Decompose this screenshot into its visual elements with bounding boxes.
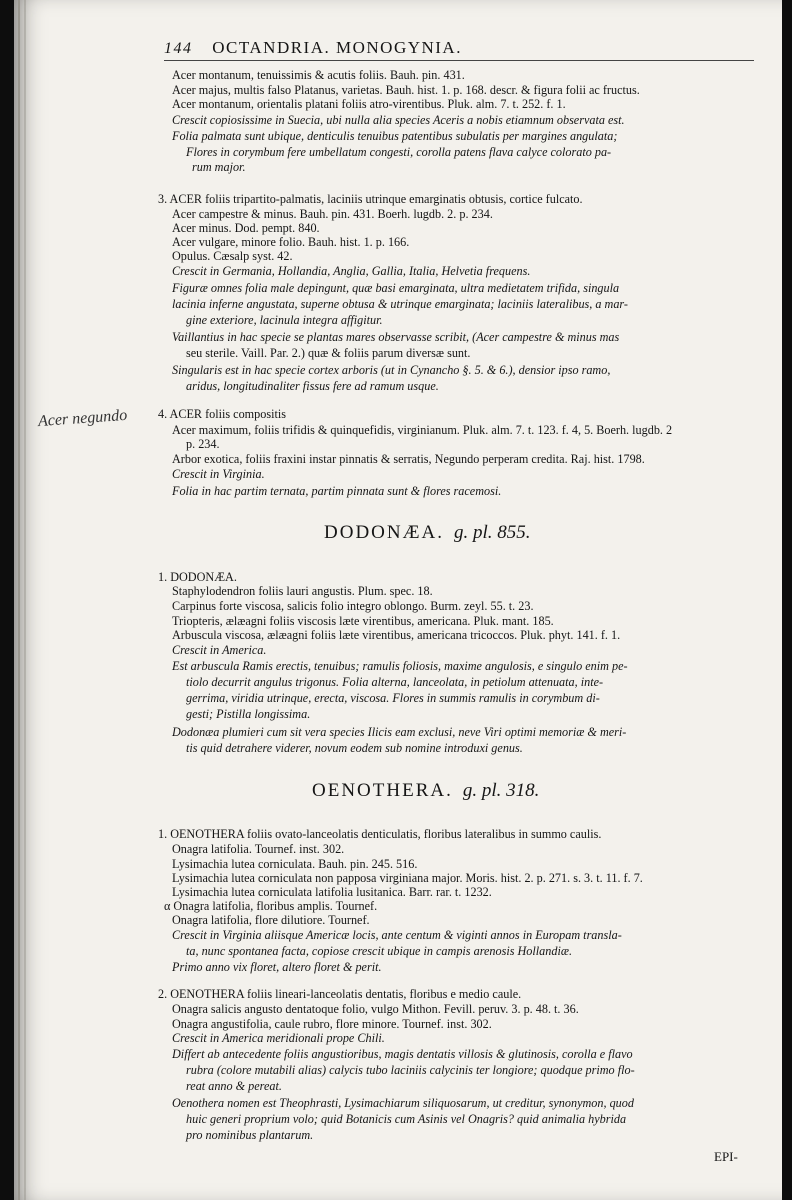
species-diagnosis: 1. DODONÆA.: [158, 570, 237, 584]
text-line: Oenothera nomen est Theophrasti, Lysimachiarum siliquosarum, ut creditur, synonymon, quod: [172, 1096, 634, 1110]
text-line: Crescit copiosissime in Suecia, ubi nulla alia species Aceris a nobis etiamnum observata est.: [172, 113, 625, 127]
text-line: Acer montanum, tenuissimis & acutis foliis. Bauh. pin. 431.: [172, 68, 465, 82]
text-line: Onagra latifolia. Tournef. inst. 302.: [172, 842, 345, 856]
text-line: Folia in hac partim ternata, partim pinnata sunt & flores racemosi.: [172, 484, 502, 498]
text-line: ta, nunc spontanea facta, copiose crescit ubique in campis arenosis Hollandiæ.: [186, 944, 573, 958]
text-line: Opulus. Cæsalp syst. 42.: [172, 249, 293, 263]
text-line: p. 234.: [186, 437, 220, 451]
species-diagnosis: 1. OENOTHERA foliis ovato-lanceolatis denticulatis, floribus lateralibus in summo caulis.: [158, 827, 602, 841]
text-line: Figuræ omnes folia male depingunt, quæ basi emarginata, ultra medietatem trifida, singula: [172, 281, 620, 295]
text-line: Acer campestre & minus. Bauh. pin. 431. Boerh. lugdb. 2. p. 234.: [172, 207, 493, 221]
text-line: rubra (colore mutabili alias) calycis tubo laciniis calycinis ter longiore; quodque primo flo-: [186, 1063, 635, 1077]
species-diagnosis: 2. OENOTHERA foliis lineari-lanceolatis dentatis, floribus e medio caule.: [158, 987, 522, 1001]
text-line: Triopteris, ælæagni foliis viscosis læte virentibus, americana. Pluk. mant. 185.: [172, 614, 554, 628]
variety-line: α Onagra latifolia, floribus amplis. Tournef.: [164, 899, 378, 913]
text-line: Acer majus, multis falso Platanus, varietas. Bauh. hist. 1. p. 168. descr. & figura folii ac fructus.: [172, 83, 640, 97]
text-line: tiolo decurrit angulus trigonus. Folia alterna, lanceolata, in petiolum attenuata, inte-: [186, 675, 604, 689]
running-header: [164, 38, 462, 58]
genus-heading-oenothera: [312, 780, 539, 802]
text-line: Vaillantius in hac specie se plantas mares observasse scribit, (Acer campestre & minus mas: [172, 330, 620, 344]
text-line: pro nominibus plantarum.: [186, 1128, 314, 1142]
text-line: gesti; Pistilla longissima.: [186, 707, 311, 721]
handwritten-margin-note: Acer negundo: [37, 406, 128, 431]
genus-name: OENOTHERA.: [312, 780, 453, 801]
text-line: Dodonæa plumieri cum sit vera species Ilicis eam exclusi, neve Viri optimi memoriæ & meri-: [172, 725, 627, 739]
text-line: lacinia inferne angustata, superne obtusa & utrinque emarginata; laciniis lateralibus, a mar-: [172, 297, 628, 311]
text-line: Folia palmata sunt ubique, denticulis tenuibus patentibus subulatis per margines angulata;: [172, 129, 618, 143]
text-line: Onagra angustifolia, caule rubro, flore minore. Tournef. inst. 302.: [172, 1017, 492, 1031]
text-line: Crescit in Virginia aliisque Americæ locis, ante centum & viginti annos in Europam transla-: [172, 928, 622, 942]
text-line: tis quid detrahere viderer, novum eodem sub nomine introduxi genus.: [186, 741, 523, 755]
catchword: EPI-: [714, 1149, 738, 1164]
text-line: Est arbuscula Ramis erectis, tenuibus; ramulis foliosis, maxime angulosis, e singulo enim pe-: [172, 659, 628, 673]
text-line: Crescit in America meridionali prope Chili.: [172, 1031, 385, 1045]
page-number: 144: [164, 40, 193, 57]
text-line: aridus, longitudinaliter fissus fere ad ramum usque.: [186, 379, 439, 393]
text-line: Differt ab antecedente foliis angustioribus, magis dentatis villosis & glutinosis, corolla e flavo: [172, 1047, 633, 1061]
genus-reference: g. pl. 855.: [453, 522, 531, 543]
genus-reference: g. pl. 318.: [462, 780, 540, 801]
text-line: Lysimachia lutea corniculata non papposa virginiana major. Moris. hist. 2. p. 271. s. 3. t. 11. f. 7.: [172, 871, 643, 885]
text-line: rum major.: [192, 160, 246, 174]
text-line: Singularis est in hac specie cortex arboris (ut in Cynancho §. 5. & 6.), densior ipso ramo,: [172, 363, 611, 377]
text-line: gerrima, viridia utrinque, erecta, viscosa. Flores in summis ramulis in corymbum di-: [186, 691, 600, 705]
genus-name: DODONÆA.: [324, 522, 444, 543]
text-line: Crescit in Virginia.: [172, 467, 265, 481]
text-line: Crescit in Germania, Hollandia, Anglia, Gallia, Italia, Helvetia frequens.: [172, 264, 531, 278]
text-line: Crescit in America.: [172, 643, 267, 657]
page-gutter-line: [18, 0, 20, 1200]
text-line: Acer minus. Dod. pempt. 840.: [172, 221, 320, 235]
page-gutter-line: [24, 0, 26, 1200]
species-diagnosis: 3. ACER foliis tripartito-palmatis, laciniis utrinque emarginatis obtusis, cortice fulcato.: [158, 192, 583, 206]
text-line: Lysimachia lutea corniculata latifolia lusitanica. Barr. rar. t. 1232.: [172, 885, 492, 899]
genus-heading-dodonaea: [324, 522, 531, 544]
text-line: Primo anno vix floret, altero floret & perit.: [172, 960, 382, 974]
book-page: [14, 0, 782, 1200]
text-line: Acer montanum, orientalis platani foliis atro-virentibus. Pluk. alm. 7. t. 252. f. 1.: [172, 97, 566, 111]
text-line: gine exteriore, lacinula integra affigitur.: [186, 313, 383, 327]
text-line: seu sterile. Vaill. Par. 2.) quæ & foliis parum diversæ sunt.: [186, 346, 471, 360]
text-line: Staphylodendron foliis lauri angustis. Plum. spec. 18.: [172, 584, 433, 598]
text-line: Acer maximum, foliis trifidis & quinquefidis, virginianum. Pluk. alm. 7. t. 123. f. 4, 5. Boerh. lugdb. 2: [172, 423, 673, 437]
text-line: huic generi proprium volo; quid Botanicis cum Asinis vel Onagris? quid animalia hybrida: [186, 1112, 627, 1126]
header-rule: [164, 60, 754, 61]
text-line: Onagra latifolia, flore dilutiore. Tournef.: [172, 913, 370, 927]
text-line: Acer vulgare, minore folio. Bauh. hist. 1. p. 166.: [172, 235, 410, 249]
text-line: Flores in corymbum fere umbellatum congesti, corolla patens flava calyce colorato pa-: [186, 145, 612, 159]
text-line: reat anno & pereat.: [186, 1079, 282, 1093]
text-line: Onagra salicis angusto dentatoque folio, vulgo Mithon. Fevill. peruv. 3. p. 48. t. 36.: [172, 1002, 579, 1016]
text-line: Arbuscula viscosa, ælæagni foliis læte virentibus, americana tricoccos. Pluk. phyt. 141. f. 1.: [172, 628, 621, 642]
text-line: Carpinus forte viscosa, salicis folio integro oblongo. Burm. zeyl. 55. t. 23.: [172, 599, 534, 613]
text-line: Arbor exotica, foliis fraxini instar pinnatis & serratis, Negundo perperam credita. Raj. hist. 1798.: [172, 452, 645, 466]
species-diagnosis: 4. ACER foliis compositis: [158, 407, 286, 421]
running-title: OCTANDRIA. MONOGYNIA.: [212, 38, 462, 57]
text-line: Lysimachia lutea corniculata. Bauh. pin. 245. 516.: [172, 857, 418, 871]
